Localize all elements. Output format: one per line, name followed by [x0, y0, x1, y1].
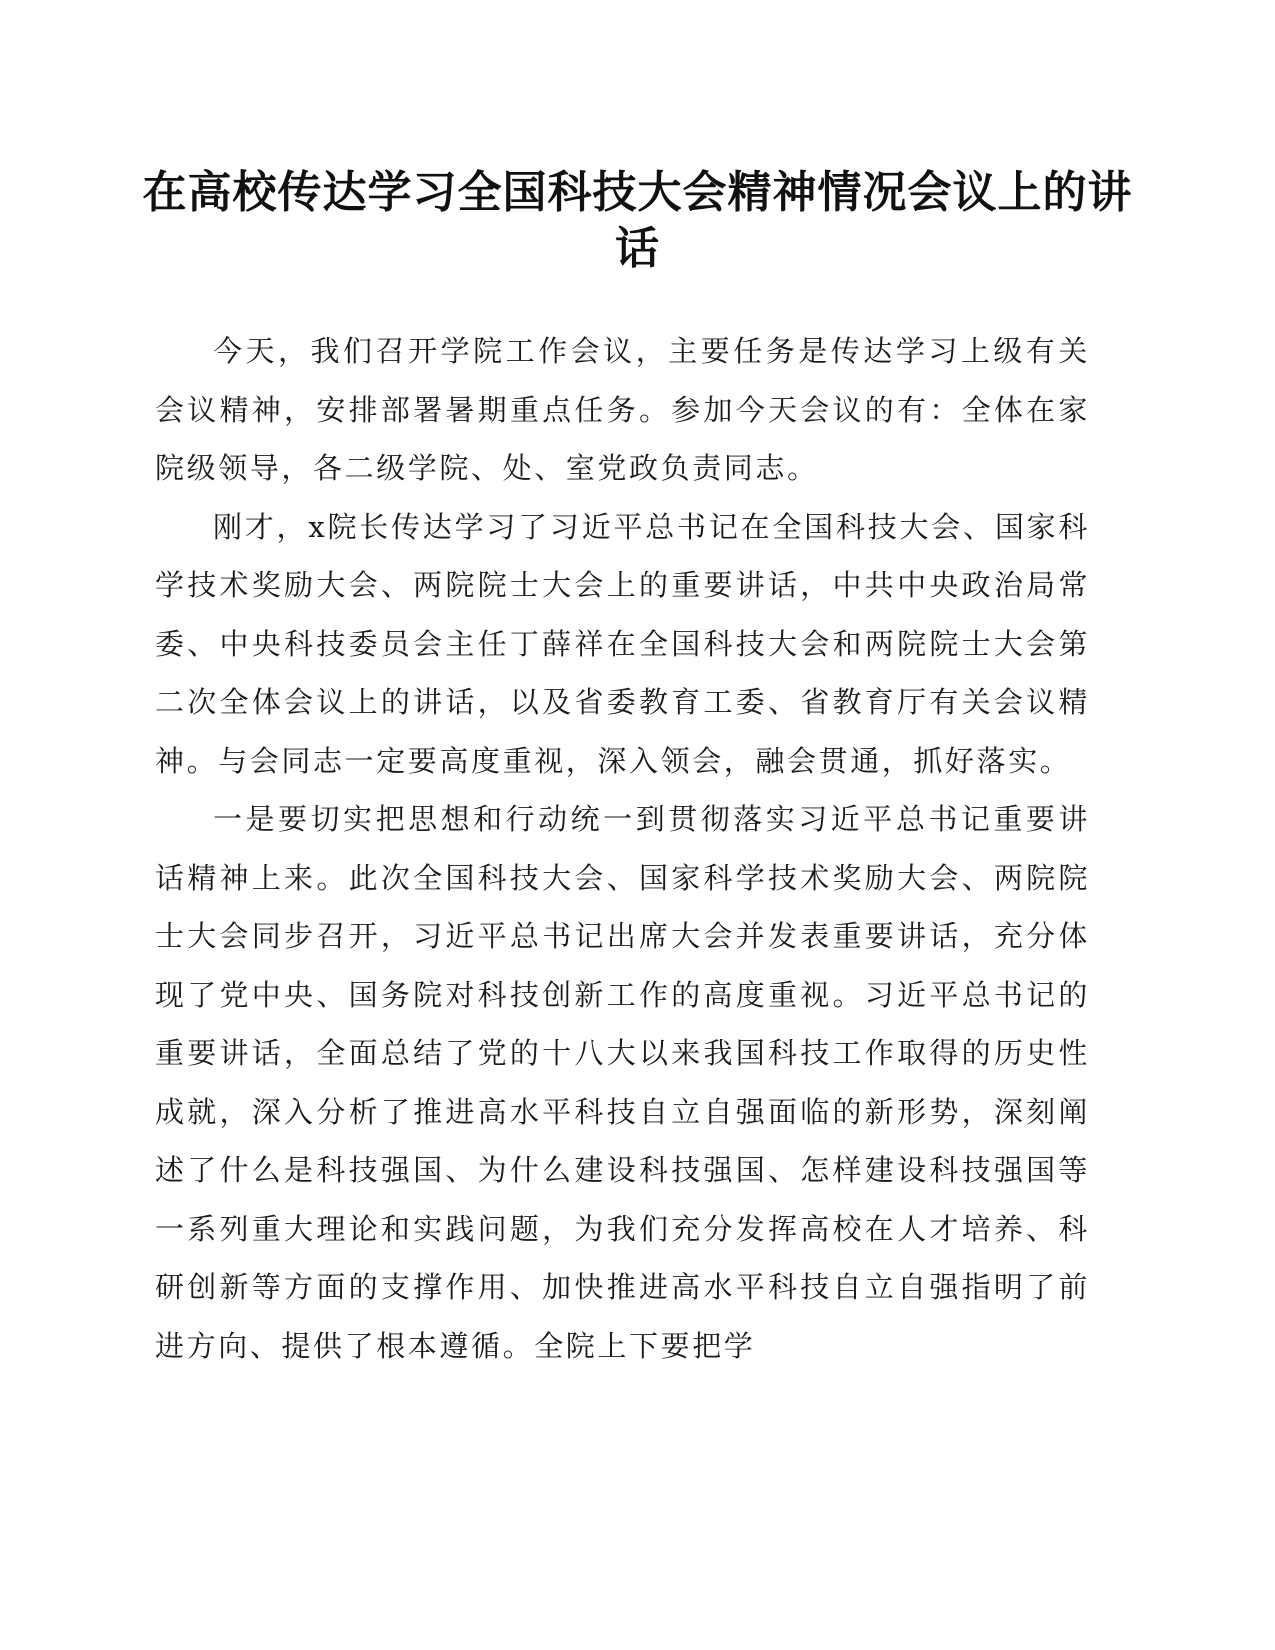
paragraph-3: 一是要切实把思想和行动统一到贯彻落实习近平总书记重要讲话精神上来。此次全国科技大会、国家科学技术奖励大会、两院院士大会同步召开，习近平总书记出席大会并发表重要讲话，充分体现了党中央、国务院对科技创新工作的高度重视。习近平总书记的重要讲话，全面总结了党的十八大以来我国科技工作取得的历史性成就，深入分析了推进高水平科技自立自强面临的新形势，深刻阐述了什么是科技强国、为什么建设科技强国、怎样建设科技强国等一系列重大理论和实践问题，为我们充分发挥高校在人才培养、科研创新等方面的支撑作用、加快推进高水平科技自立自强指明了前进方向、提供了根本遵循。全院上下要把学 [155, 802, 1090, 1363]
paragraph-2: 刚才，x院长传达学习了习近平总书记在全国科技大会、国家科学技术奖励大会、两院院士大会上的重要讲话，中共中央政治局常委、中央科技委员会主任丁薛祥在全国科技大会和两院院士大会第二次全体会议上的讲话，以及省委教育工委、省教育厅有关会议精神。与会同志一定要高度重视，深入领会，融会贯通，抓好落实。 [155, 509, 1090, 778]
document-body [155, 322, 1090, 1375]
document-title: 在高校传达学习全国科技大会精神情况会议上的讲话 [142, 167, 1133, 274]
paragraph-1: 今天，我们召开学院工作会议，主要任务是传达学习上级有关会议精神，安排部署暑期重点任务。参加今天会议的有：全体在家院级领导，各二级学院、处、室党政负责同志。 [155, 334, 1090, 485]
